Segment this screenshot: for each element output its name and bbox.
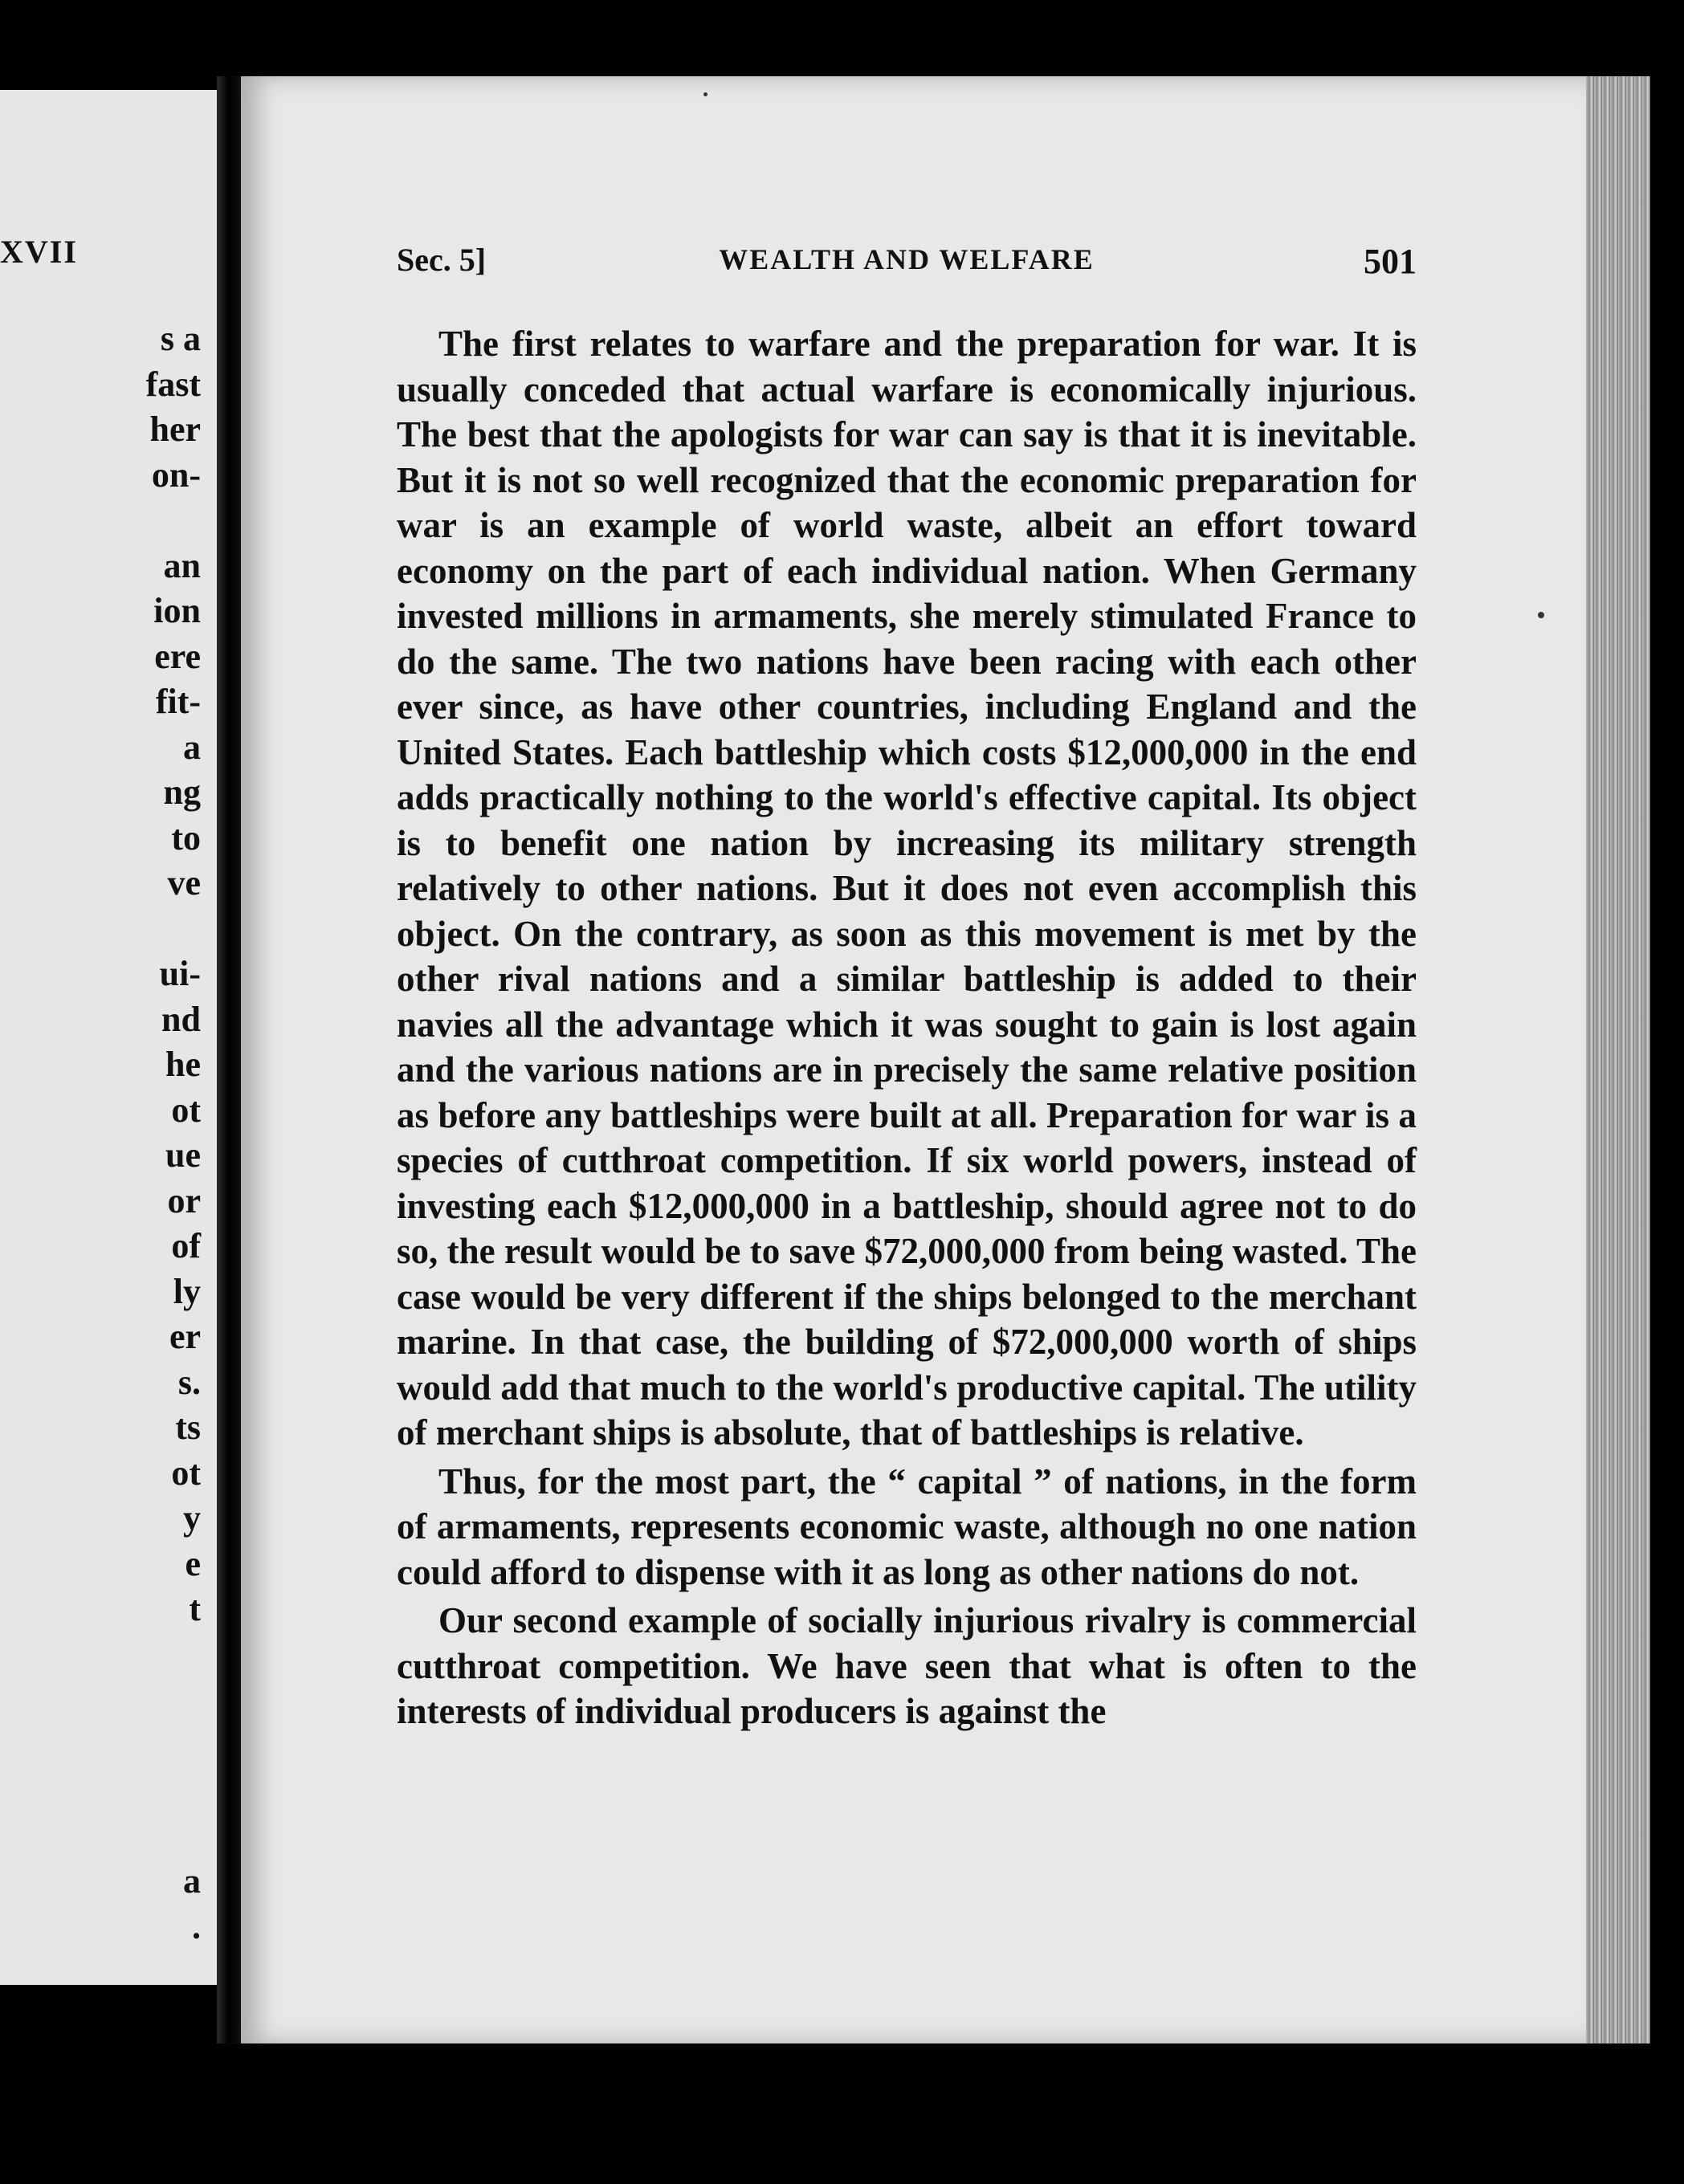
book-gutter [217, 76, 241, 2043]
left-line-fragment: ve [167, 863, 201, 903]
left-line-fragment: fast [145, 364, 201, 404]
left-line-fragment: ly [173, 1271, 201, 1311]
page-number: 501 [1364, 242, 1417, 281]
running-title: WEALTH AND WELFARE [719, 243, 1095, 275]
left-line-fragment: e [185, 1543, 201, 1583]
left-line-fragment: ere [154, 636, 201, 676]
paragraph: Our second example of socially injurious rivalry is commercial cutthroat competition. We have seen that what is often to the interests of individual producers is against the [397, 1600, 1417, 1731]
left-line-fragment: er [169, 1317, 201, 1356]
left-line-fragment: of [171, 1226, 201, 1265]
left-page-header-fragment: XVII [0, 234, 78, 270]
dust-speck [1538, 612, 1544, 618]
left-line-fragment: or [167, 1180, 201, 1220]
left-line-fragment: y [183, 1498, 201, 1538]
left-line-fragment: he [165, 1045, 201, 1084]
paragraph: Thus, for the most part, the “ capital ” of nations, in the form of armaments, represents economic waste, although no one nation could afford to dispense with it as long as other nations do not. [397, 1461, 1417, 1592]
left-line-fragment: on- [151, 454, 201, 495]
left-line-fragment: ot [171, 1453, 201, 1493]
section-label: Sec. 5] [397, 242, 487, 278]
running-head [397, 241, 1417, 289]
body-text [397, 321, 1417, 1738]
left-line-fragment: fit- [155, 682, 201, 721]
left-line-fragment: ot [171, 1090, 201, 1130]
left-line-fragment: ng [163, 772, 201, 812]
left-page [0, 90, 217, 1985]
left-line-fragment: ue [165, 1135, 201, 1175]
left-line-fragment: ion [153, 591, 201, 630]
left-line-fragment: ts [175, 1408, 201, 1447]
left-line-fragment: nd [161, 999, 201, 1039]
left-line-fragment: s. [177, 1362, 201, 1402]
left-line-fragment: . [192, 1906, 201, 1946]
page-edges [1586, 76, 1650, 2043]
left-line-fragment: s a [160, 319, 201, 358]
left-line-fragment: to [171, 817, 201, 858]
left-line-fragment: t [189, 1589, 201, 1628]
paragraph: The first relates to warfare and the preparation for war. It is usually conceded that actual warfare is economically injurious. The best that the apologists for war can say is that it is inevitable. But it is not so well recognized that the economic preparation for war is an example of world waste, albeit an effort toward economy on the part of each individual nation. When Germany invested millions in armaments, she merely stimulated France to do the same. The two nations have been racing with each other ever since, as have other countries, including England and the United States. Each battleship which costs $12,000,000 in the end adds practically nothing to the world's effective capital. Its object is to benefit one nation by increasing its military strength relatively to other nations. But it does not even accomplish this object. On the contrary, as soon as this movement is met by the other rival nations and a similar battleship is added to their navies all the advantage which it was sought to gain is lost again and the various nations are in precisely the same relative position as before any battleships were built at all. Preparation for war is a species of cutthroat competition. If six world powers, instead of investing each $12,000,000 in a battleship, should agree not to do so, the result would be to save $72,000,000 from being wasted. The case would be very different if the ships belonged to the merchant marine. In that case, the building of $72,000,000 worth of ships would add that much to the world's productive capital. The utility of merchant ships is absolute, that of battleships is relative. [397, 324, 1417, 1453]
left-line-fragment: a [183, 1861, 201, 1901]
left-line-fragment: a [183, 727, 201, 767]
left-line-fragment: an [163, 545, 201, 585]
dust-speck [703, 92, 707, 96]
left-line-fragment: her [149, 410, 201, 449]
left-line-fragment: ui- [159, 954, 201, 993]
